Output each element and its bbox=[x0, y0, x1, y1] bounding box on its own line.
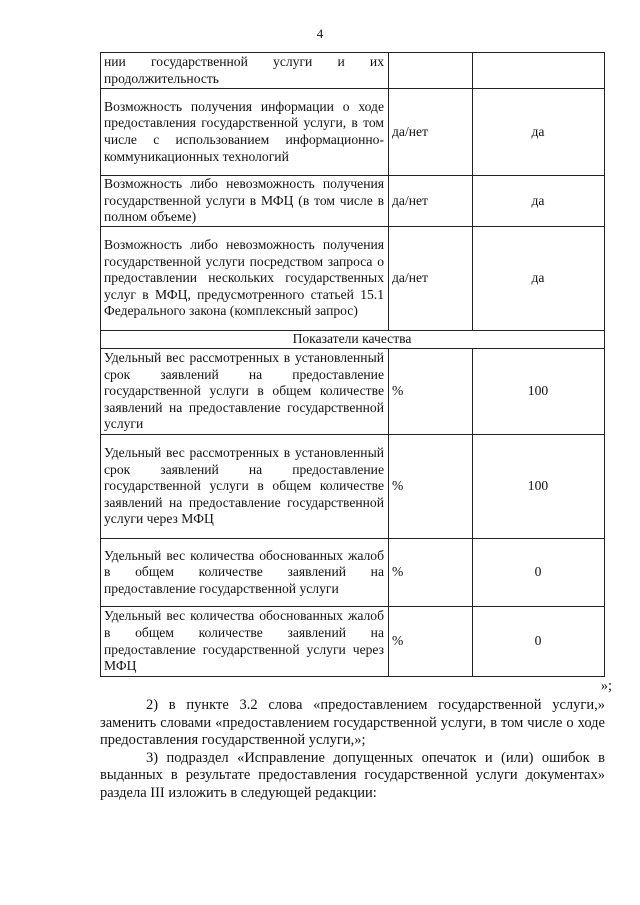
indicator-unit: да/нет bbox=[389, 89, 473, 176]
indicator-unit: % bbox=[389, 435, 473, 539]
indicator-name: Возможность либо невозможность получения государственной услуги в МФЦ (в том числе в полном объеме) bbox=[101, 176, 389, 227]
indicator-value: да bbox=[473, 176, 605, 227]
indicator-value bbox=[473, 53, 605, 89]
indicator-name: Удельный вес количества обоснованных жалоб в общем количестве заявлений на предоставление государственной услуги через МФЦ bbox=[101, 607, 389, 677]
closing-quote: »; bbox=[600, 678, 612, 694]
indicator-value: 0 bbox=[473, 607, 605, 677]
amendment-item-2: 2) в пункте 3.2 слова «предоставлением государственной услуги,» заменить словами «предоставлением государственной услуги, в том числе о ходе предоставления государственной услуги,»; bbox=[100, 697, 605, 748]
section-heading: Показатели качества bbox=[101, 331, 605, 349]
table-row bbox=[101, 539, 605, 607]
section-heading-row bbox=[101, 331, 605, 349]
indicator-unit: % bbox=[389, 539, 473, 607]
indicator-name: Возможность получения информации о ходе предоставления государственной услуги, в том числе с использованием информационно-коммуникационных технологий bbox=[101, 89, 389, 176]
indicator-name: Удельный вес количества обоснованных жалоб в общем количестве заявлений на предоставление государственной услуги bbox=[101, 539, 389, 607]
indicator-unit bbox=[389, 53, 473, 89]
indicator-unit: да/нет bbox=[389, 176, 473, 227]
indicator-name: Возможность либо невозможность получения государственной услуги посредством запроса о предоставлении нескольких государственных услуг в МФЦ, предусмотренного статьей 15.1 Федерального закона (комплексный запрос) bbox=[101, 227, 389, 331]
indicator-unit: да/нет bbox=[389, 227, 473, 331]
indicator-name: нии государственной услуги и их продолжительность bbox=[101, 53, 389, 89]
indicator-unit: % bbox=[389, 607, 473, 677]
indicators-table bbox=[100, 52, 605, 677]
indicator-value: 0 bbox=[473, 539, 605, 607]
page-number: 4 bbox=[316, 26, 324, 41]
indicator-name: Удельный вес рассмотренных в установленный срок заявлений на предоставление государственной услуги в общем количестве заявлений на предоставление государственной услуги через МФЦ bbox=[101, 435, 389, 539]
table-row bbox=[101, 227, 605, 331]
table-row bbox=[101, 349, 605, 435]
table-row bbox=[101, 89, 605, 176]
indicator-value: да bbox=[473, 89, 605, 176]
table-row bbox=[101, 435, 605, 539]
amendment-item-3: 3) подраздел «Исправление допущенных опечаток и (или) ошибок в выданных в результате предоставления государственной услуги документах» раздела III изложить в следующей редакции: bbox=[100, 749, 605, 801]
indicator-name: Удельный вес рассмотренных в установленный срок заявлений на предоставление государственной услуги в общем количестве заявлений на предоставление государственной услуги bbox=[101, 349, 389, 435]
indicator-value: 100 bbox=[473, 349, 605, 435]
indicator-unit: % bbox=[389, 349, 473, 435]
table-row bbox=[101, 176, 605, 227]
amendment-text bbox=[100, 697, 605, 802]
indicator-value: да bbox=[473, 227, 605, 331]
table-row bbox=[101, 607, 605, 677]
table-row bbox=[101, 53, 605, 89]
indicator-value: 100 bbox=[473, 435, 605, 539]
